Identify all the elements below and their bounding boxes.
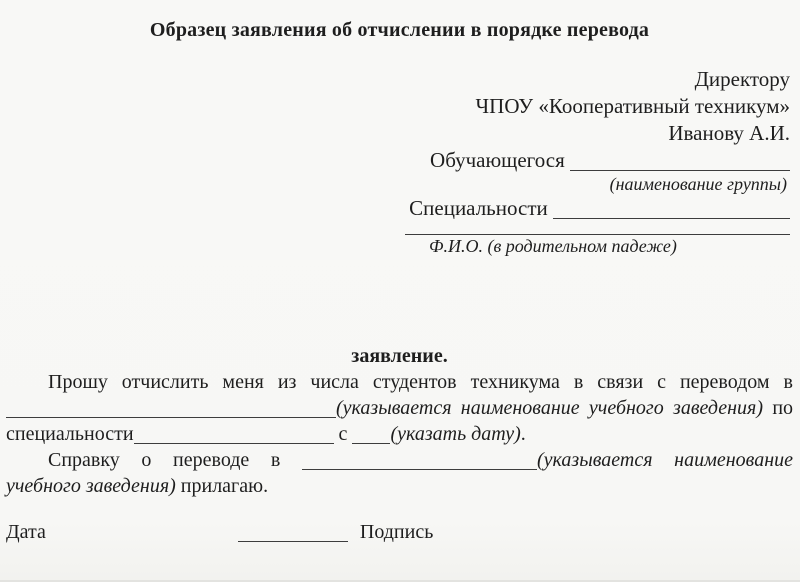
- recipient-block: [405, 66, 790, 257]
- signature-blank-line: [238, 521, 348, 542]
- transfer-hint-part-2: учебного заведения): [6, 475, 176, 497]
- transfer-blank-line: [302, 449, 537, 470]
- student-row: [405, 147, 790, 174]
- specialty-row: [405, 195, 790, 222]
- body-line-4-text: Справку о переводе в: [48, 449, 281, 471]
- document-title: Образец заявления об отчислении в порядке перевода: [149, 19, 650, 41]
- specialty-label: Специальности: [409, 196, 548, 220]
- body-line-5-tail: прилагаю.: [180, 475, 269, 497]
- specialty-inline-blank-line: [134, 423, 334, 444]
- fio-caption: Ф.И.О. (в родительном падеже): [429, 236, 677, 256]
- body-line-1: [6, 369, 793, 395]
- signature-label: Подпись: [359, 521, 434, 543]
- student-label: Обучающегося: [430, 148, 565, 172]
- body-line-3-tail: .: [520, 423, 526, 445]
- date-inline-blank-line: [352, 423, 390, 444]
- signature-row: [6, 519, 793, 545]
- recipient-line-organization: ЧПОУ «Кооперативный техникум»: [475, 94, 790, 118]
- body-line-2-tail: по: [772, 397, 794, 419]
- application-body: [6, 369, 793, 499]
- fio-blank-line: [405, 222, 790, 235]
- body-line-3-mid: с: [338, 423, 348, 445]
- application-heading: заявление.: [351, 345, 448, 367]
- group-blank-line: [570, 149, 790, 171]
- body-line-2: [6, 395, 793, 421]
- recipient-line-director: Директору: [694, 67, 790, 91]
- body-line-5: [6, 473, 793, 499]
- transfer-hint-part-1: (указывается наименование: [537, 449, 793, 471]
- specialty-inline-label: специальности: [6, 423, 134, 445]
- recipient-line-name: Иванову А.И.: [668, 121, 790, 145]
- institution-hint: (указывается наименование учебного заведения): [336, 397, 764, 419]
- specialty-blank-line: [553, 197, 790, 219]
- body-line-4: [6, 447, 793, 473]
- date-label: Дата: [6, 521, 46, 543]
- body-line-3: [6, 421, 793, 447]
- date-hint: (указать дату): [390, 423, 521, 445]
- institution-blank-line: [6, 397, 336, 418]
- group-caption: (наименование группы): [609, 174, 787, 194]
- body-line-1-text: Прошу отчислить меня из числа студентов техникума в связи с переводом в: [48, 371, 793, 393]
